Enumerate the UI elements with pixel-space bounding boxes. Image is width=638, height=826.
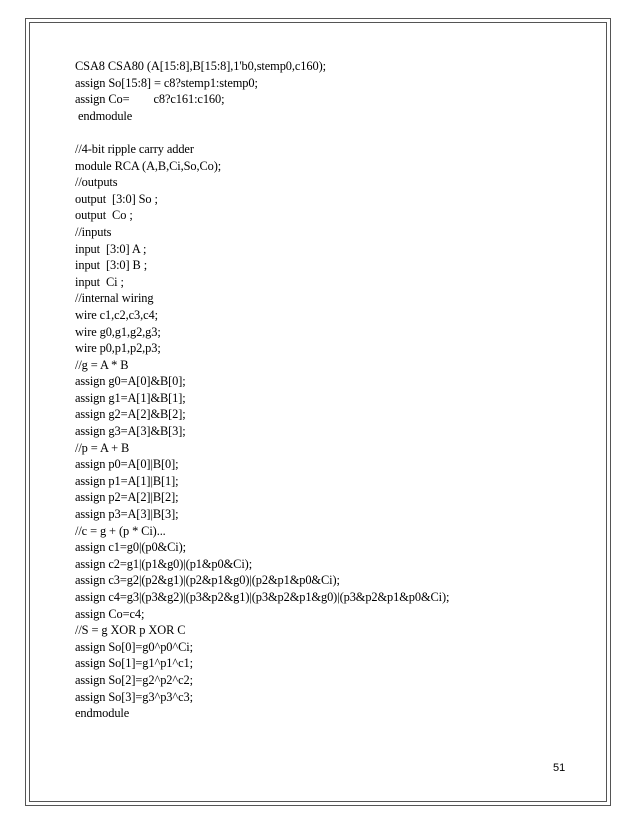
code-line: assign So[2]=g2^p2^c2;	[75, 672, 193, 687]
code-line: wire p0,p1,p2,p3;	[75, 341, 161, 356]
code-line: //c = g + (p * Ci)...	[75, 523, 166, 538]
code-line: assign g1=A[1]&B[1];	[75, 390, 186, 405]
code-line: //outputs	[75, 175, 118, 190]
code-line: endmodule	[75, 108, 133, 123]
code-line: assign g0=A[0]&B[0];	[75, 374, 186, 389]
code-line: //internal wiring	[75, 291, 154, 306]
page-number: 51	[553, 762, 566, 774]
code-line: //S = g XOR p XOR C	[75, 623, 186, 638]
code-line: input [3:0] A ;	[75, 241, 147, 256]
code-listing	[75, 58, 595, 722]
code-line: wire c1,c2,c3,c4;	[75, 307, 158, 322]
code-line: wire g0,g1,g2,g3;	[75, 324, 161, 339]
code-line: assign p0=A[0]|B[0];	[75, 457, 179, 472]
code-line: //g = A * B	[75, 357, 129, 372]
code-line: //inputs	[75, 224, 112, 239]
code-line: assign g3=A[3]&B[3];	[75, 424, 186, 439]
code-line: assign Co= c8?c161:c160;	[75, 92, 225, 107]
code-line: endmodule	[75, 706, 130, 721]
code-line: //4-bit ripple carry adder	[75, 141, 194, 156]
code-line: output [3:0] So ;	[75, 191, 158, 206]
code-line	[75, 124, 595, 141]
code-line: assign c4=g3|(p3&g2)|(p3&p2&g1)|(p3&p2&p1&g0)|(p3&p2&p1&p0&Ci);	[75, 590, 450, 604]
code-line: assign So[3]=g3^p3^c3;	[75, 689, 193, 704]
code-line: assign p2=A[2]|B[2];	[75, 490, 179, 505]
code-line: output Co ;	[75, 208, 133, 223]
code-line: assign c3=g2|(p2&g1)|(p2&p1&g0)|(p2&p1&p0&Ci);	[75, 573, 340, 588]
code-line: assign p3=A[3]|B[3];	[75, 507, 179, 522]
code-line: input [3:0] B ;	[75, 258, 148, 273]
code-line: assign p1=A[1]|B[1];	[75, 473, 179, 488]
code-line: assign c1=g0|(p0&Ci);	[75, 540, 186, 555]
code-line: assign So[1]=g1^p1^c1;	[75, 656, 193, 671]
code-line: CSA8 CSA80 (A[15:8],B[15:8],1'b0,stemp0,c160);	[75, 59, 326, 73]
code-line: //p = A + B	[75, 440, 130, 455]
code-line: assign c2=g1|(p1&g0)|(p1&p0&Ci);	[75, 556, 253, 571]
code-line: module RCA (A,B,Ci,So,Co);	[75, 158, 222, 173]
code-line: assign g2=A[2]&B[2];	[75, 407, 186, 422]
code-line: assign Co=c4;	[75, 606, 145, 621]
code-line: assign So[15:8] = c8?stemp1:stemp0;	[75, 75, 258, 90]
code-line: assign So[0]=g0^p0^Ci;	[75, 639, 193, 654]
code-line: input Ci ;	[75, 274, 124, 289]
